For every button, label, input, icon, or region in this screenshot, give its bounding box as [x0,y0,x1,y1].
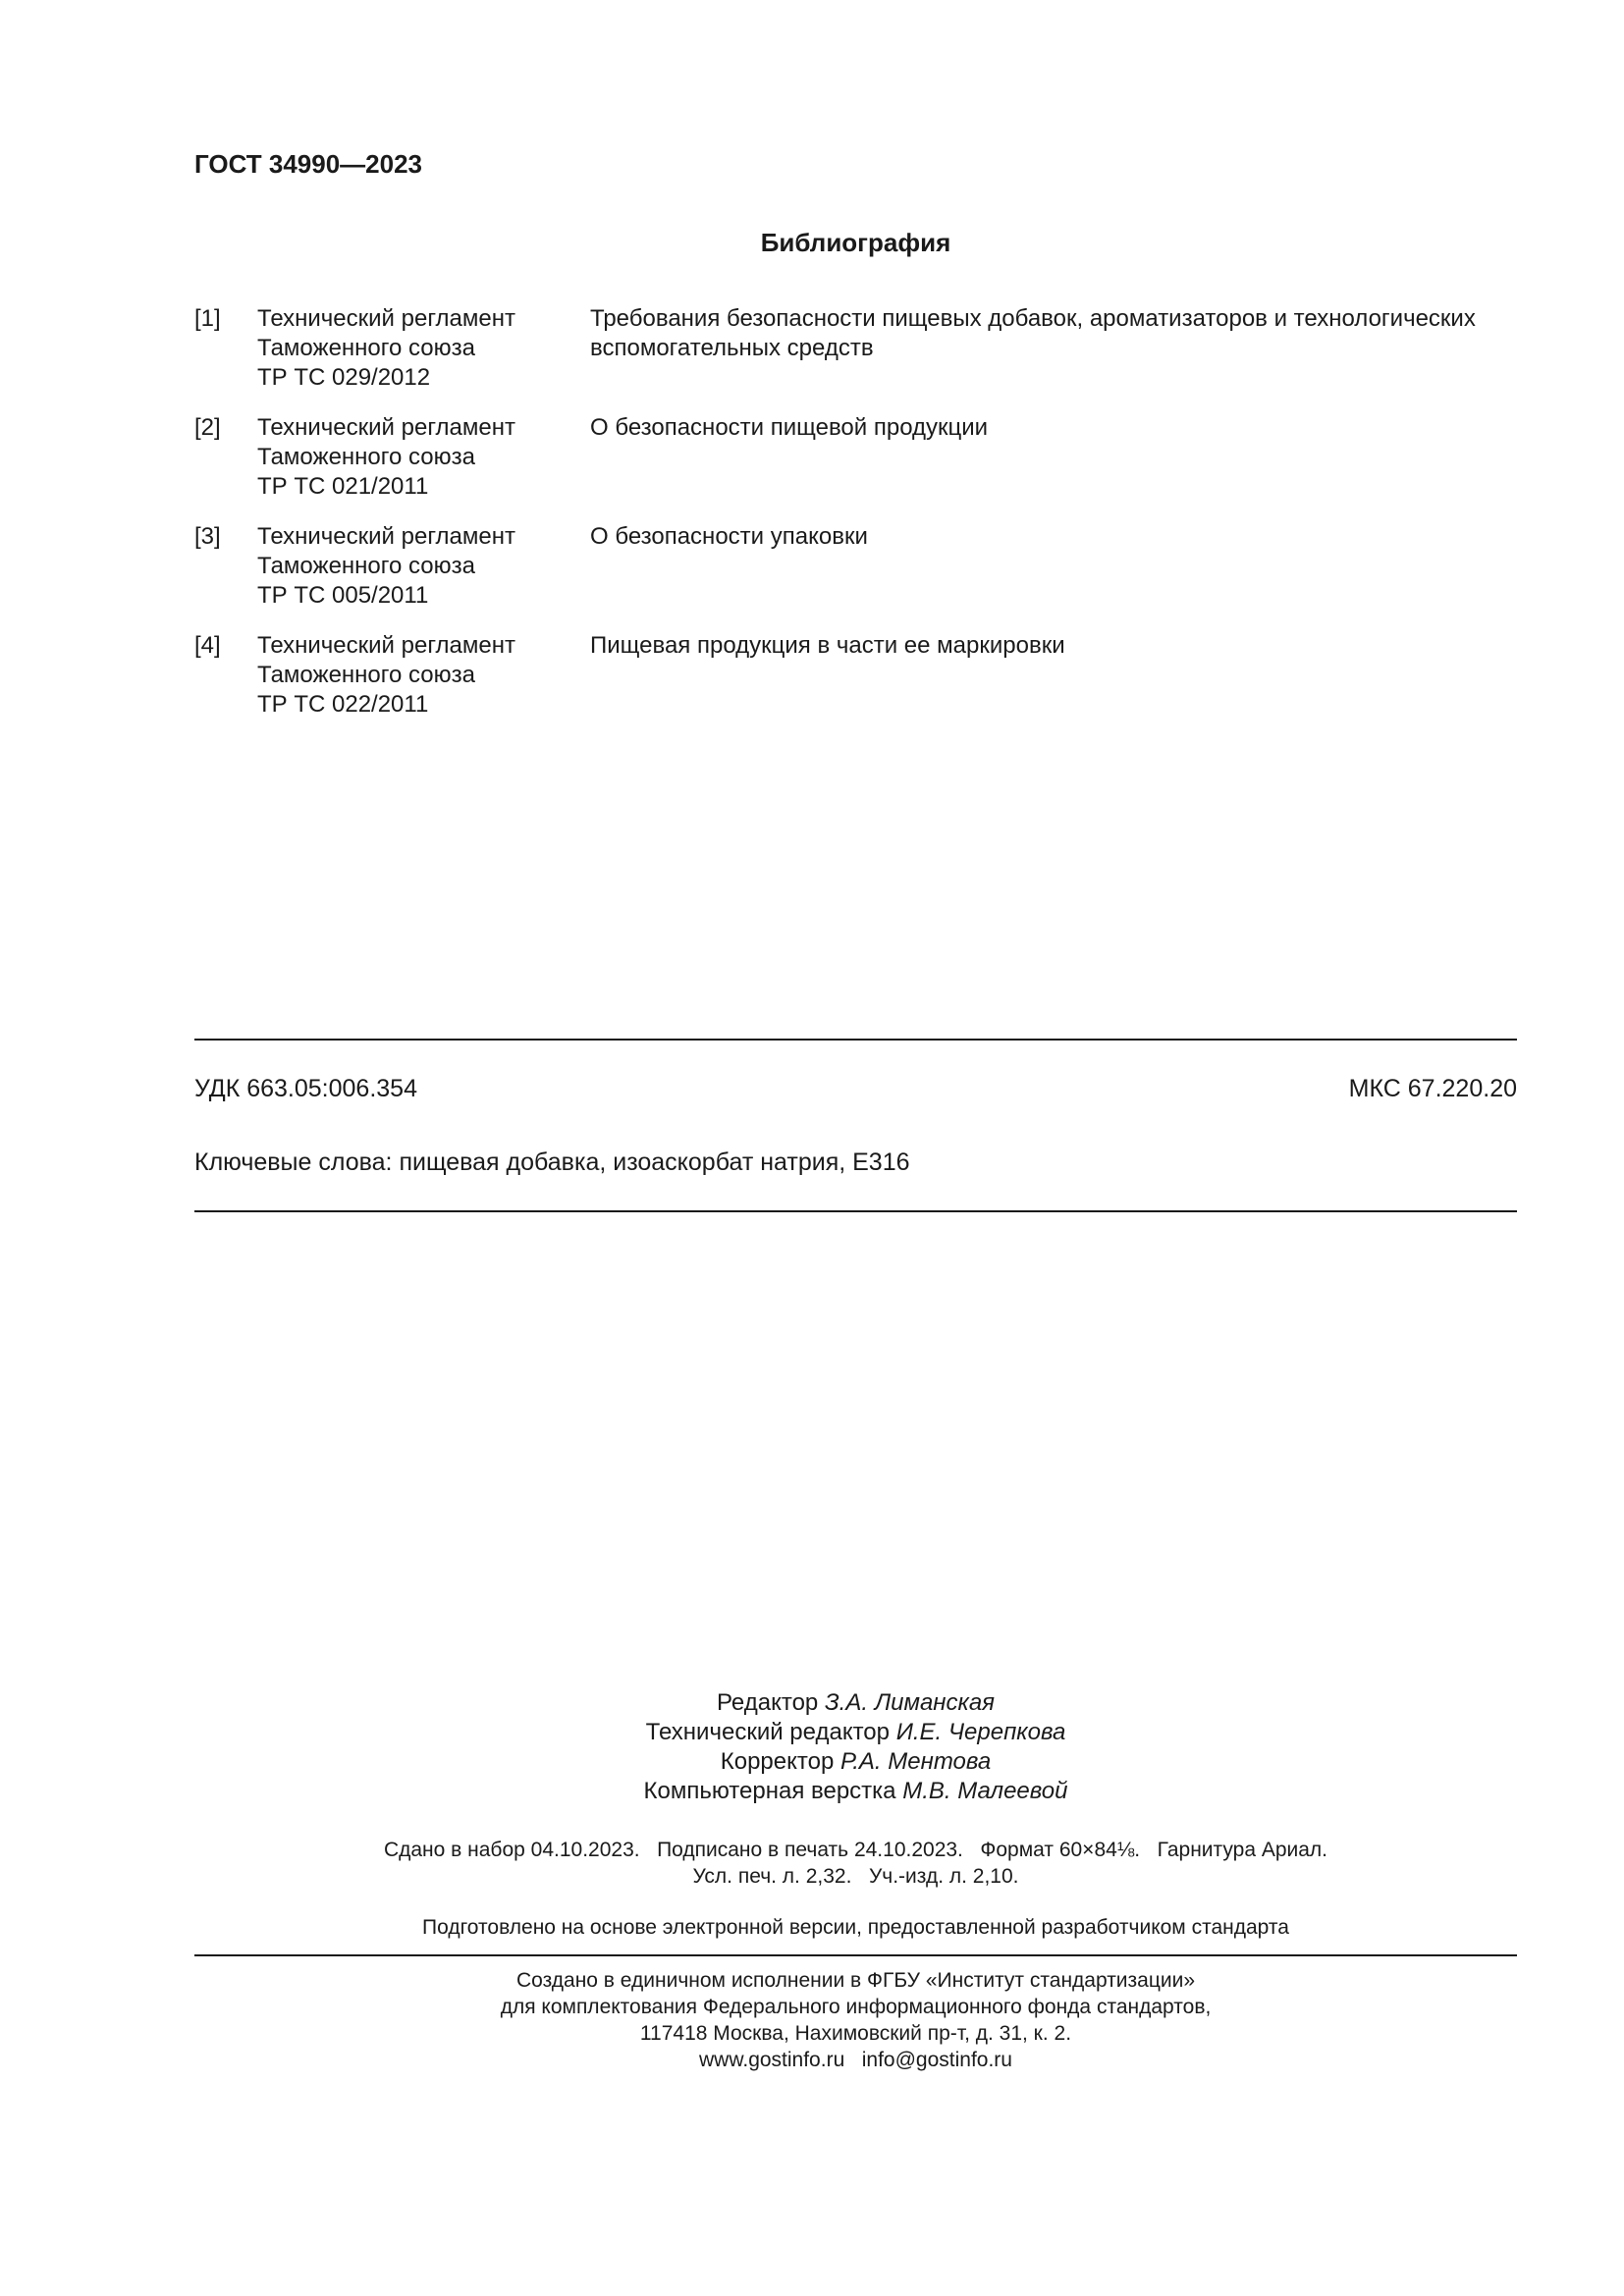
keywords: Ключевые слова: пищевая добавка, изоаскорбат натрия, Е316 [194,1148,910,1176]
entry-document-line: Таможенного союза [257,444,475,470]
entry-document-line: Технический регламент [257,632,515,659]
bibliography-title: Библиография [760,228,951,257]
editor-line [194,1718,1517,1747]
created-block [194,1967,1517,2073]
divider [194,1210,1517,1212]
editors-block [194,1688,1517,1806]
entry-description: Требования безопасности пищевых добавок, ароматизаторов и технологических вспомогательных средств [590,305,1476,361]
entry-document-line: Технический регламент [257,305,515,332]
print-info-line: Сдано в набор 04.10.2023. Подписано в печать 24.10.2023. Формат 60×84⅛. Гарнитура Ариал. [383,1839,1328,1861]
editor-name: И.Е. Черепкова [895,1719,1066,1745]
entry-document-line: Таможенного союза [257,553,475,579]
entry-description: Пищевая продукция в части ее маркировки [590,632,1065,659]
entry-description: О безопасности пищевой продукции [590,414,989,441]
mks-code: МКС 67.220.20 [1348,1075,1517,1102]
entry-number: [1] [194,305,221,332]
entry-document [257,413,581,502]
editor-role: Технический редактор [645,1719,891,1745]
entry-document [257,304,581,393]
entry-number: [4] [194,632,221,659]
entry-document-line: Технический регламент [257,523,515,550]
divider [194,1039,1517,1041]
created-line: для комплектования Федерального информационного фонда стандартов, [500,1996,1212,2018]
document-code: ГОСТ 34990—2023 [194,149,422,179]
entry-document-line: ТР ТС 022/2011 [257,691,429,718]
print-info-line: Усл. печ. л. 2,32. Уч.-изд. л. 2,10. [692,1865,1019,1888]
entry-document-line: Технический регламент [257,414,515,441]
entry-document-line: ТР ТС 005/2011 [257,582,429,609]
editor-name: М.В. Малеевой [902,1778,1068,1804]
entry-document [257,522,581,611]
editor-name: Р.А. Ментова [839,1748,992,1775]
entry-document-line: Таможенного союза [257,662,475,688]
entry-number: [3] [194,523,221,550]
editor-role: Корректор [720,1748,835,1775]
created-line: www.gostinfo.ru info@gostinfo.ru [699,2049,1012,2071]
print-info [194,1837,1517,1890]
editor-line [194,1747,1517,1777]
editor-role: Компьютерная верстка [643,1778,896,1804]
entry-number: [2] [194,414,221,441]
editor-role: Редактор [716,1689,819,1716]
editor-line [194,1777,1517,1806]
entry-description: О безопасности упаковки [590,523,868,550]
entry-document [257,631,581,720]
created-line: 117418 Москва, Нахимовский пр-т, д. 31, к. 2. [639,2022,1072,2045]
udk-code: УДК 663.05:006.354 [194,1075,417,1102]
entry-document-line: ТР ТС 029/2012 [257,364,431,391]
prepared-note: Подготовлено на основе электронной версии, предоставленной разработчиком стандарта [422,1916,1289,1939]
entry-document-line: Таможенного союза [257,335,475,361]
divider [194,1954,1517,1956]
editor-name: З.А. Лиманская [824,1689,996,1716]
editor-line [194,1688,1517,1718]
created-line: Создано в единичном исполнении в ФГБУ «Институт стандартизации» [515,1969,1196,1992]
entry-document-line: ТР ТС 021/2011 [257,473,429,500]
